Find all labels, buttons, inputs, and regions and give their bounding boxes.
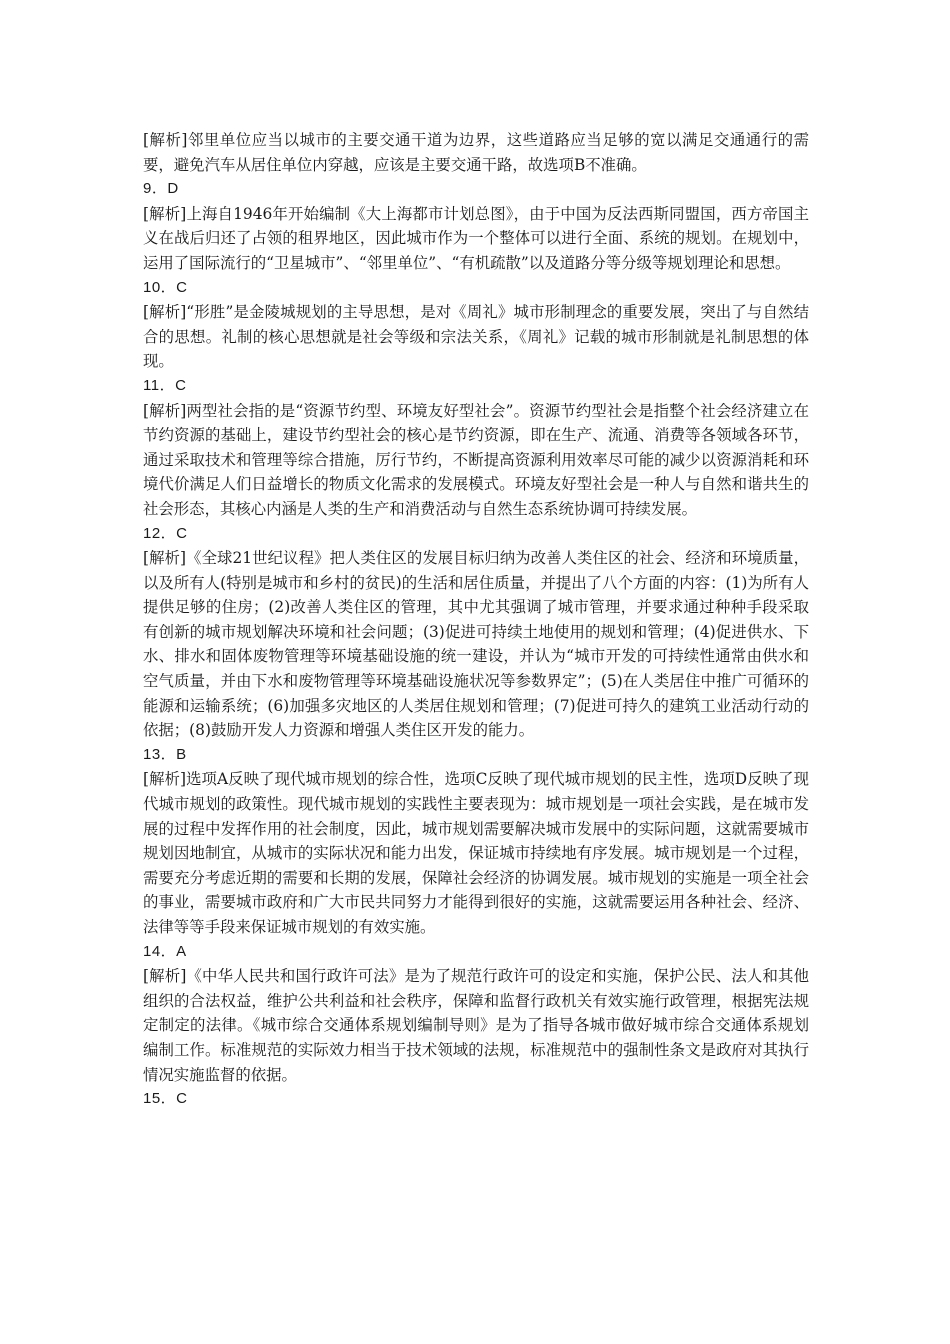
analysis-text: [解析]《中华人民共和国行政许可法》是为了规范行政许可的设定和实施，保护公民、法人和其他组织的合法权益，维护公共利益和社会秩序，保障和监督行政机关有效实施行政管理，根据宪法规定制定的法律。《城市综合交通体系规划编制导则》是为了指导各城市做好城市综合交通体系规划编制工作。标准规范的实际效力相当于技术领域的法规，标准规范中的强制性条文是政府对其执行情况实施监督的依据。 [143, 967, 809, 1084]
answer-item-11 [143, 374, 809, 522]
answer-item-15 [143, 1087, 809, 1112]
answer-label: 10．C [143, 278, 188, 296]
answer-item-8 [143, 128, 809, 177]
answer-item-12 [143, 522, 809, 743]
answer-item-9 [143, 177, 809, 275]
answer-item-10 [143, 276, 809, 374]
analysis-text: [解析]“形胜”是金陵城规划的主导思想，是对《周礼》城市形制理念的重要发展，突出了与自然结合的思想。礼制的核心思想就是社会等级和宗法关系，《周礼》记载的城市形制就是礼制思想的体现。 [143, 303, 809, 371]
document-body [143, 128, 809, 1112]
answer-item-14 [143, 940, 809, 1088]
answer-label: 11．C [143, 376, 187, 394]
answer-label: 12．C [143, 524, 188, 542]
answer-label: 15．C [143, 1090, 188, 1108]
answer-label: 13．B [143, 745, 187, 763]
answer-label: 9．D [143, 180, 179, 198]
analysis-text: [解析]选项A反映了现代城市规划的综合性，选项C反映了现代城市规划的民主性，选项D反映了现代城市规划的政策性。现代城市规划的实践性主要表现为：城市规划是一项社会实践，是在城市发展的过程中发挥作用的社会制度，因此，城市规划需要解决城市发展中的实际问题，这就需要城市规划因地制宜，从城市的实际状况和能力出发，保证城市持续地有序发展。城市规划是一个过程，需要充分考虑近期的需要和长期的发展，保障社会经济的协调发展。城市规划的实施是一项全社会的事业，需要城市政府和广大市民共同努力才能得到很好的实施，这就需要运用各种社会、经济、法律等等手段来保证城市规划的有效实施。 [143, 770, 809, 936]
analysis-text: [解析]邻里单位应当以城市的主要交通干道为边界，这些道路应当足够的宽以满足交通通行的需要，避免汽车从居住单位内穿越，应该是主要交通干路，故选项B不准确。 [143, 131, 809, 174]
analysis-text: [解析]《全球21世纪议程》把人类住区的发展目标归纳为改善人类住区的社会、经济和环境质量，以及所有人(特别是城市和乡村的贫民)的生活和居住质量，并提出了八个方面的内容：(1)为所有人提供足够的住房；(2)改善人类住区的管理，其中尤其强调了城市管理，并要求通过种种手段采取有创新的城市规划解决环境和社会问题；(3)促进可持续土地使用的规划和管理；(4)促进供水、下水、排水和固体废物管理等环境基础设施的统一建设，并认为“城市开发的可持续性通常由供水和空气质量，并由下水和废物管理等环境基础设施状况等参数界定”；(5)在人类居住中推广可循环的能源和运输系统；(6)加强多灾地区的人类居住规划和管理；(7)促进可持久的建筑工业活动行动的依据；(8)鼓励开发人力资源和增强人类住区开发的能力。 [143, 549, 809, 740]
answer-item-13 [143, 743, 809, 940]
analysis-text: [解析]上海自1946年开始编制《大上海都市计划总图》，由于中国为反法西斯同盟国，西方帝国主义在战后归还了占领的租界地区，因此城市作为一个整体可以进行全面、系统的规划。在规划中，运用了国际流行的“卫星城市”、“邻里单位”、“有机疏散”以及道路分等分级等规划理论和思想。 [143, 204, 809, 272]
answer-label: 14．A [143, 942, 187, 960]
analysis-text: [解析]两型社会指的是“资源节约型、环境友好型社会”。资源节约型社会是指整个社会经济建立在节约资源的基础上，建设节约型社会的核心是节约资源，即在生产、流通、消费等各领域各环节，通过采取技术和管理等综合措施，厉行节约，不断提高资源利用效率尽可能的减少以资源消耗和环境代价满足人们日益增长的物质文化需求的发展模式。环境友好型社会是一种人与自然和谐共生的社会形态，其核心内涵是人类的生产和消费活动与自然生态系统协调可持续发展。 [143, 401, 809, 518]
